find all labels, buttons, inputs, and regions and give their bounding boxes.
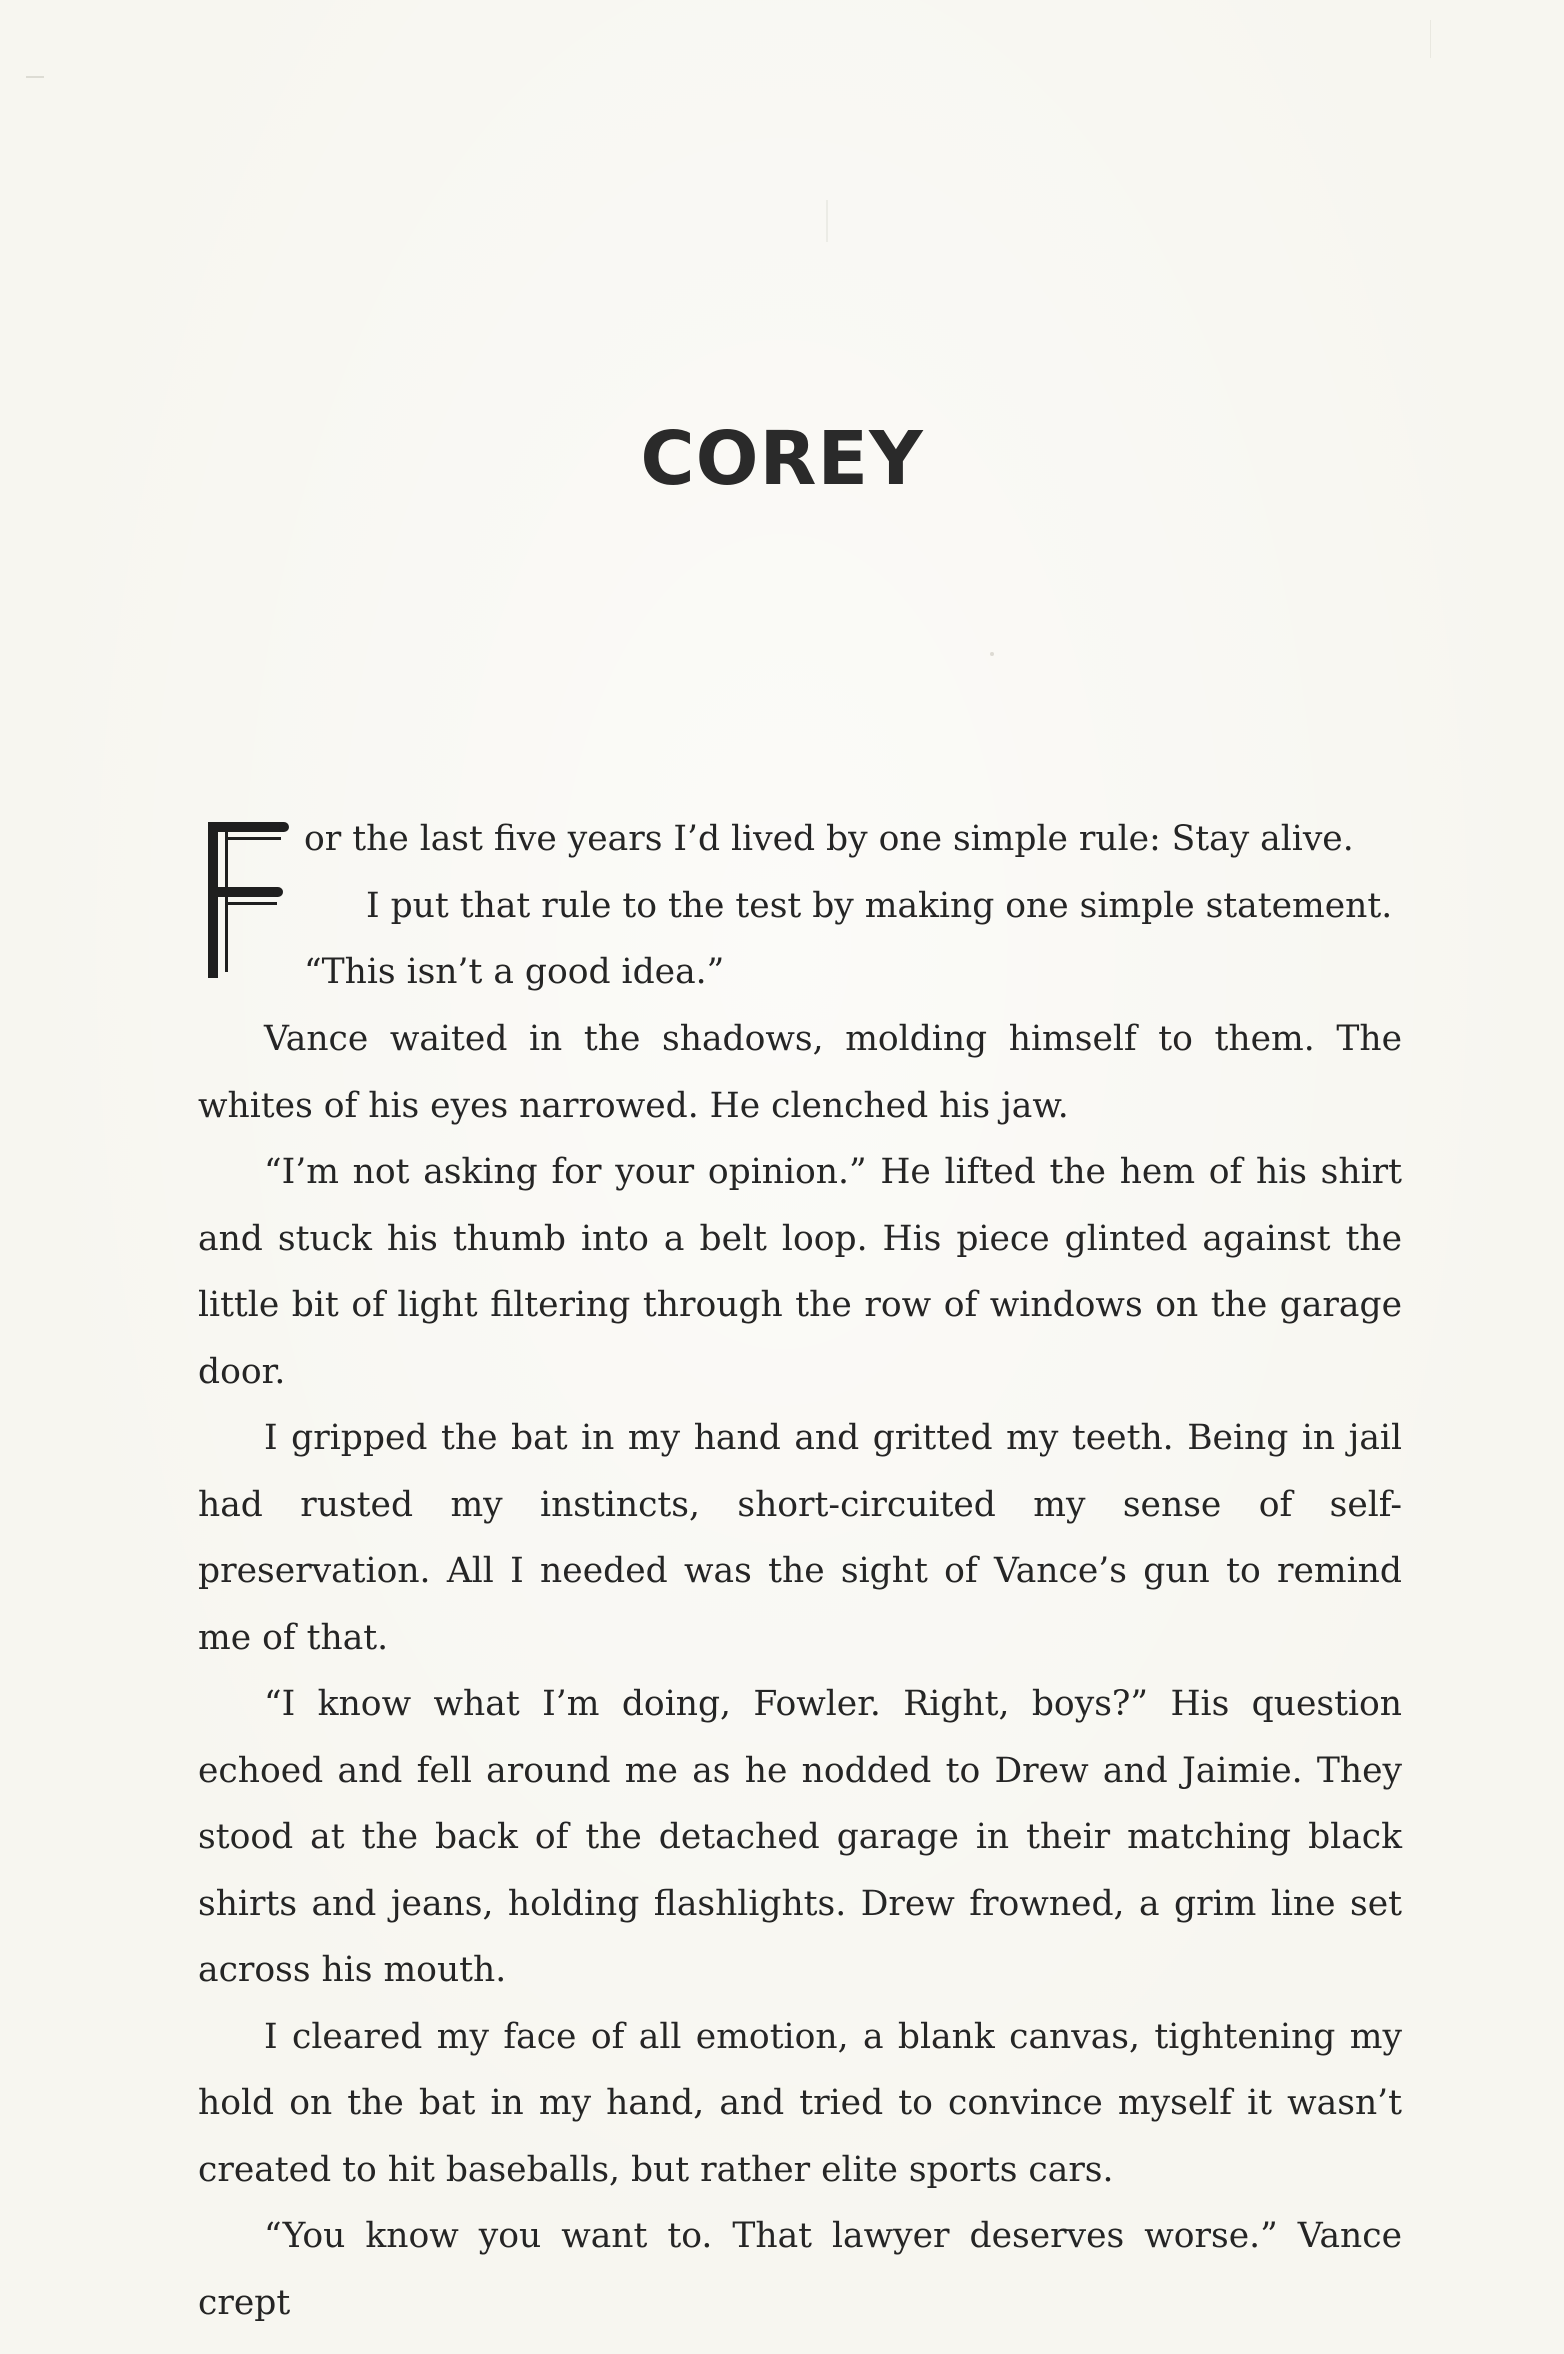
scan-artifact-right [1430,20,1431,58]
chapter-body [198,806,1402,2336]
paragraph-2: “I’m not asking for your opinion.” He lifted the hem of his shirt and stuck his thumb into a belt loop. His piece glinted against the little bit of light filtering through the row of windows on the garage door. [198,1152,1402,1392]
chapter-title: COREY [640,415,924,502]
scan-artifact-top-center [826,200,828,242]
opening-line-3: “This isn’t a good idea.” [304,952,725,992]
scan-artifact-dot [990,652,994,656]
opening-line-2: I put that rule to the test by making one simple statement. [366,885,1393,926]
paragraph-4: “I know what I’m doing, Fowler. Right, boys?” His question echoed and fell around me as he nodded to Drew and Jaimie. They stood at the back of the detached garage in their matching black shirts and jeans, holding flashlights. Drew frowned, a grim line set across his mouth. [198,1684,1402,1990]
opening-paragraph [198,806,1402,1006]
paragraph-3: I gripped the bat in my hand and gritted my teeth. Being in jail had rusted my instincts, short-circuited my sense of self-preservation. All I needed was the sight of Vance’s gun to remind me of that. [198,1418,1402,1658]
paragraph-5: I cleared my face of all emotion, a blank canvas, tightening my hold on the bat in my hand, and tried to convince myself it wasn’t created to hit baseballs, but rather elite sports cars. [198,2016,1402,2190]
scan-artifact-top-left [26,76,44,78]
opening-line-1: or the last five years I’d lived by one simple rule: Stay alive. [304,819,1354,859]
paragraph-1: Vance waited in the shadows, molding himself to them. The whites of his eyes narrowed. He clenched his jaw. [198,1019,1402,1126]
dropcap-f-glyph [198,814,290,982]
paragraph-6: “You know you want to. That lawyer deserves worse.” Vance crept [198,2216,1402,2323]
